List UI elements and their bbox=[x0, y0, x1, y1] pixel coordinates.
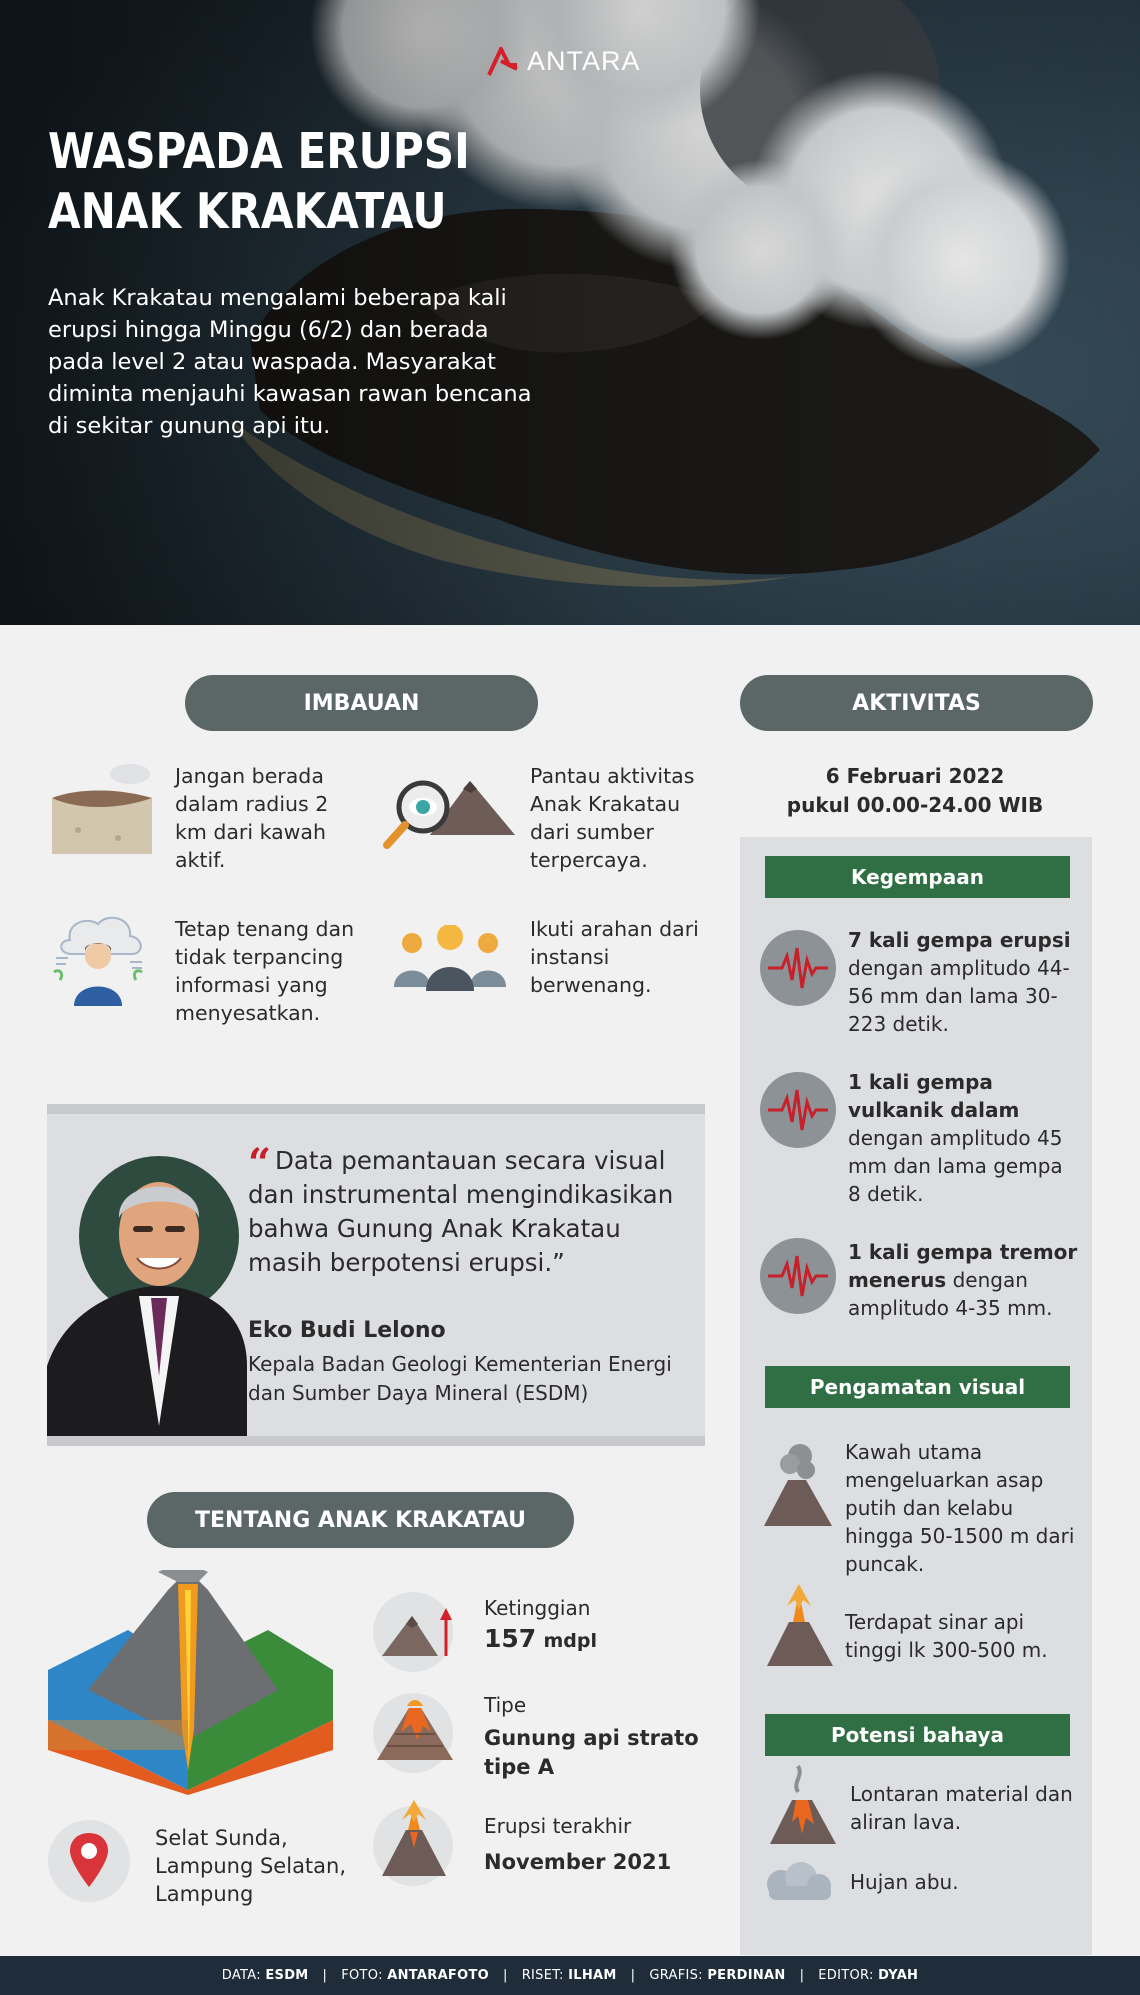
footer-grafis-value: PERDINAN bbox=[707, 1968, 786, 1983]
activity-date bbox=[740, 762, 1090, 820]
calm-person-icon bbox=[48, 910, 150, 1010]
quake-3 bbox=[848, 1238, 1088, 1322]
quote-box-top-bar bbox=[47, 1104, 705, 1114]
seismograph-icon bbox=[760, 1072, 836, 1148]
height-label: Ketinggian bbox=[484, 1596, 591, 1620]
volcano-cross-section-icon bbox=[48, 1570, 333, 1795]
footer-separator: | bbox=[503, 1968, 508, 1983]
quote-body: Data pemantauan secara visual dan instrumental mengindikasikan bahwa Gunung Anak Krakatau masih berpotensi erupsi.” bbox=[248, 1146, 674, 1277]
quote-text bbox=[248, 1140, 698, 1280]
footer-data-label: DATA: bbox=[221, 1968, 261, 1983]
activity-date-line-1: 6 Februari 2022 bbox=[825, 764, 1005, 788]
quake-2-title: 1 kali gempa vulkanik dalam bbox=[848, 1070, 1020, 1122]
footer-editor-value: DYAH bbox=[878, 1968, 919, 1983]
imbauan-item-4: Ikuti arahan dari instansi berwenang. bbox=[530, 917, 699, 997]
eruption-label: Erupsi terakhir bbox=[484, 1814, 632, 1838]
hazard-header: Potensi bahaya bbox=[765, 1714, 1070, 1756]
visual-item-1: Kawah utama mengeluarkan asap putih dan kelabu hingga 50-1500 m dari puncak. bbox=[845, 1440, 1075, 1576]
antara-logo-icon bbox=[487, 47, 521, 77]
hero-section bbox=[0, 0, 1140, 625]
imbauan-pill: IMBAUAN bbox=[185, 675, 538, 731]
quake-1-detail: dengan amplitudo 44-56 mm dan lama 30-223 detik. bbox=[848, 956, 1070, 1036]
speaker-portrait bbox=[47, 1126, 247, 1436]
height-value bbox=[484, 1624, 597, 1656]
aktivitas-pill: AKTIVITAS bbox=[740, 675, 1093, 731]
mountain-height-icon bbox=[380, 1602, 452, 1662]
height-unit: mdpl bbox=[543, 1630, 598, 1652]
hazard-item-1: Lontaran material dan aliran lava. bbox=[850, 1782, 1073, 1834]
footer-separator: | bbox=[799, 1968, 805, 1983]
erupting-volcano-icon bbox=[380, 1800, 448, 1880]
visual-header: Pengamatan visual bbox=[765, 1366, 1070, 1408]
quake-1 bbox=[848, 926, 1078, 1038]
hazard-item-2: Hujan abu. bbox=[850, 1870, 959, 1894]
imbauan-item-3: Tetap tenang dan tidak terpancing informasi yang menyesatkan. bbox=[175, 917, 355, 1025]
footer-riset-value: ILHAM bbox=[568, 1968, 617, 1983]
kegempaan-header: Kegempaan bbox=[765, 856, 1070, 898]
footer-data-value: ESDM bbox=[265, 1968, 309, 1983]
lava-volcano-icon bbox=[768, 1762, 840, 1848]
imbauan-item-2: Pantau aktivitas Anak Krakatau dari sumber terpercaya. bbox=[530, 764, 695, 872]
seismograph-wave bbox=[760, 1238, 836, 1314]
quote-speaker-name: Eko Budi Lelono bbox=[248, 1318, 446, 1343]
antara-logo bbox=[487, 46, 641, 77]
crater-icon bbox=[48, 758, 158, 858]
seismograph-wave bbox=[760, 930, 836, 1006]
quake-2-detail: dengan amplitudo 45 mm dan lama gempa 8 detik. bbox=[848, 1126, 1063, 1206]
quote-box-bottom-bar bbox=[47, 1436, 705, 1446]
footer-grafis-label: GRAFIS: bbox=[649, 1968, 703, 1983]
tentang-pill: TENTANG ANAK KRAKATAU bbox=[147, 1492, 574, 1548]
location-text: Selat Sunda, Lampung Selatan, Lampung bbox=[155, 1826, 347, 1906]
footer-editor-label: EDITOR: bbox=[818, 1968, 874, 1983]
footer-separator: | bbox=[322, 1968, 328, 1983]
quote-speaker-role: Kepala Badan Geologi Kementerian Energi dan Sumber Daya Mineral (ESDM) bbox=[248, 1352, 672, 1405]
quake-1-title: 7 kali gempa erupsi bbox=[848, 928, 1071, 952]
activity-date-line-2: pukul 00.00-24.00 WIB bbox=[786, 793, 1044, 817]
visual-item-2: Terdapat sinar api tinggi lk 300-500 m. bbox=[845, 1610, 1048, 1662]
fire-volcano-icon bbox=[765, 1582, 837, 1670]
height-number: 157 bbox=[484, 1624, 537, 1653]
title-line-1: WASPADA ERUPSI bbox=[48, 123, 470, 180]
credits-footer bbox=[0, 1956, 1140, 1995]
seismograph-icon bbox=[760, 1238, 836, 1314]
page-title bbox=[48, 122, 495, 242]
quake-3-title: 1 kali gempa tremor menerus bbox=[848, 1240, 1078, 1292]
seismograph-icon bbox=[760, 930, 836, 1006]
quake-2 bbox=[848, 1068, 1078, 1208]
quake-3-detail: dengan amplitudo 4-35 mm. bbox=[848, 1268, 1053, 1320]
monitor-volcano-icon bbox=[375, 773, 520, 853]
eruption-value: November 2021 bbox=[484, 1850, 672, 1874]
imbauan-item-1: Jangan berada dalam radius 2 km dari kawah aktif. bbox=[175, 764, 329, 872]
type-value: Gunung api strato tipe A bbox=[484, 1726, 699, 1779]
footer-riset-label: RISET: bbox=[521, 1968, 564, 1983]
location-pin-icon bbox=[70, 1833, 108, 1887]
antara-logo-text: ANTARA bbox=[527, 46, 641, 76]
seismograph-wave bbox=[760, 1072, 836, 1148]
type-label: Tipe bbox=[484, 1693, 527, 1717]
footer-foto-value: ANTARAFOTO bbox=[387, 1968, 489, 1983]
footer-foto-label: FOTO: bbox=[341, 1968, 383, 1983]
hero-description: Anak Krakatau mengalami beberapa kali erupsi hingga Minggu (6/2) dan berada pada level 2 atau waspada. Masyarakat diminta menjauhi kawasan rawan bencana di sekitar gunung api itu. bbox=[48, 285, 532, 439]
quote-mark-icon: “ bbox=[248, 1140, 272, 1187]
stratovolcano-icon bbox=[373, 1696, 455, 1766]
footer-separator: | bbox=[630, 1968, 636, 1983]
ash-cloud-icon bbox=[755, 1860, 841, 1904]
group-people-icon bbox=[390, 925, 510, 995]
title-line-2: ANAK KRAKATAU bbox=[48, 183, 447, 240]
smoking-volcano-icon bbox=[760, 1440, 836, 1530]
